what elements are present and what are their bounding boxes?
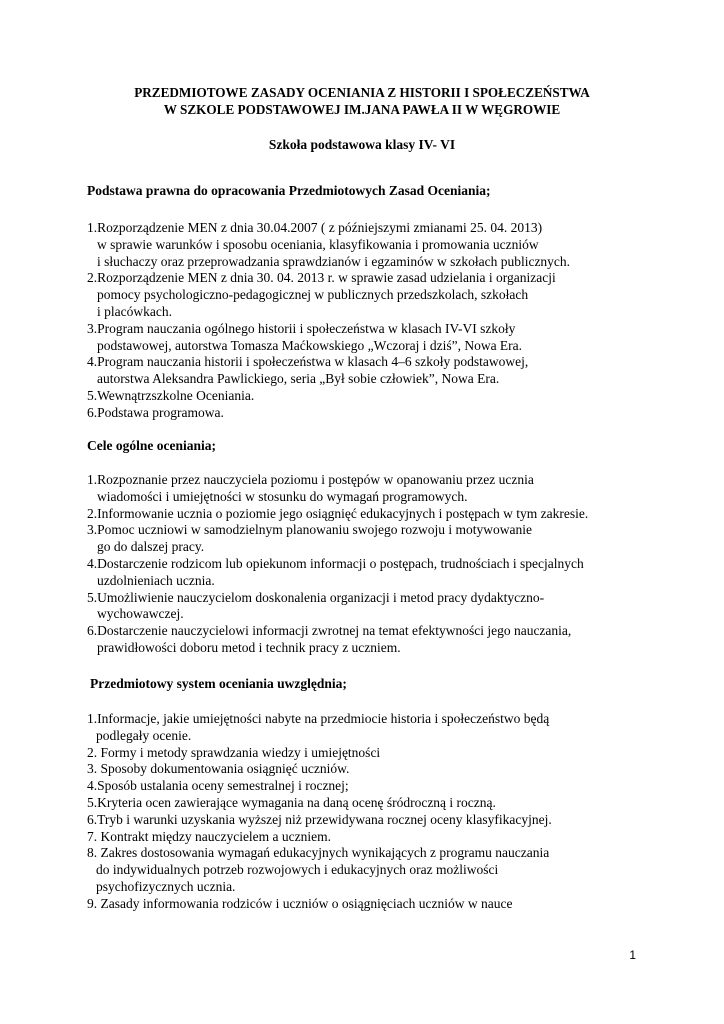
document-subtitle: Szkoła podstawowa klasy IV- VI — [268, 137, 456, 152]
list-general-goals — [87, 472, 687, 657]
list-item-line: 9. Zasady informowania rodziców i uczniów o osiągnięciach uczniów w nauce — [87, 895, 513, 911]
list-item-line: 6.Dostarczenie nauczycielowi informacji zwrotnej na temat efektywności jego nauczania, — [87, 623, 572, 639]
list-item-line: 2.Informowanie ucznia o poziomie jego osiągnięć edukacyjnych i postępach w tym zakresie. — [87, 505, 589, 521]
list-item — [87, 321, 687, 355]
list-item — [87, 270, 687, 320]
list-item-line: uzdolnieniach ucznia. — [97, 572, 215, 588]
list-item — [87, 472, 687, 506]
list-item — [87, 590, 687, 624]
list-item-line: 1.Rozporządzenie MEN z dnia 30.04.2007 ( z późniejszymi zmianami 25. 04. 2013) — [87, 220, 543, 235]
list-item-line: 2.Rozporządzenie MEN z dnia 30. 04. 2013 r. w sprawie zasad udzielania i organizacji — [87, 270, 556, 286]
list-item — [87, 795, 687, 812]
list-item-line: 4.Program nauczania historii i społeczeństwa w klasach 4–6 szkoły podstawowej, — [87, 354, 529, 370]
list-item-line: 1.Rozpoznanie przez nauczyciela poziomu i postępów w opanowaniu przez ucznia — [87, 472, 534, 487]
heading-general-goals: Cele ogólne oceniania; — [87, 438, 216, 453]
list-item-line: 5.Kryteria ocen zawierające wymagania na daną ocenę śródroczną i roczną. — [87, 794, 496, 810]
list-item — [87, 778, 687, 795]
list-item-line: prawidłowości doboru metod i technik pracy z uczniem. — [97, 639, 401, 655]
title-line-1: PRZEDMIOTOWE ZASADY OCENIANIA Z HISTORII I SPOŁECZEŃSTWA — [134, 85, 590, 100]
list-item-line: 3.Program nauczania ogólnego historii i społeczeństwa w klasach IV-VI szkoły — [87, 320, 516, 336]
list-item-line: podlegały ocenie. — [96, 727, 192, 743]
list-item-line: w sprawie warunków i sposobu oceniania, klasyfikowania i promowania uczniów — [97, 236, 539, 252]
list-item-line: wychowawczej. — [97, 606, 184, 622]
list-item-line: 5.Wewnątrzszkolne Oceniania. — [87, 387, 255, 403]
list-item — [87, 812, 687, 829]
list-item — [87, 405, 687, 422]
list-item-line: wiadomości i umiejętności w stosunku do wymagań programowych. — [97, 488, 468, 504]
list-item-line: psychofizycznych ucznia. — [96, 878, 236, 894]
list-item-line: go do dalszej pracy. — [97, 539, 205, 555]
list-item-line: 4.Dostarczenie rodzicom lub opiekunom informacji o postępach, trudnościach i specjalnych — [87, 555, 584, 571]
list-item-line: 8. Zakres dostosowania wymagań edukacyjnych wynikających z programu nauczania — [87, 845, 550, 861]
list-item-line: 2. Formy i metody sprawdzania wiedzy i umiejętności — [87, 744, 381, 760]
document-title — [60, 84, 664, 118]
list-item — [87, 711, 687, 745]
list-item — [87, 556, 687, 590]
heading-grading-system: Przedmiotowy system oceniania uwzględnia; — [90, 676, 347, 691]
list-item-line: 3. Sposoby dokumentowania osiągnięć uczniów. — [87, 761, 350, 777]
list-item — [87, 829, 687, 846]
list-item-line: 7. Kontrakt między nauczycielem a uczniem. — [87, 828, 332, 844]
list-item-line: i słuchaczy oraz przeprowadzania sprawdzianów i egzaminów w szkołach publicznych. — [97, 253, 571, 269]
list-item — [87, 220, 687, 270]
list-item-line: podstawowej, autorstwa Tomasza Maćkowskiego „Wczoraj i dziś”, Nowa Era. — [97, 337, 523, 353]
list-grading-system — [87, 711, 687, 913]
list-item — [87, 623, 687, 657]
list-item-line: 6.Podstawa programowa. — [87, 404, 224, 420]
heading-legal-basis: Podstawa prawna do opracowania Przedmiotowych Zasad Oceniania; — [87, 183, 491, 198]
list-item-line: autorstwa Aleksandra Pawlickiego, seria „Był sobie człowiek”, Nowa Era. — [97, 371, 500, 387]
list-item-line: 6.Tryb i warunki uzyskania wyższej niż przewidywana rocznej oceny klasyfikacyjnej. — [87, 811, 552, 827]
list-item-line: pomocy psychologiczno-pedagogicznej w publicznych przedszkolach, szkołach — [97, 287, 529, 303]
list-item — [87, 845, 687, 895]
list-item — [87, 745, 687, 762]
list-item — [87, 388, 687, 405]
list-item-line: 5.Umożliwienie nauczycielom doskonalenia organizacji i metod pracy dydaktyczno- — [87, 589, 545, 605]
list-item-line: 1.Informacje, jakie umiejętności nabyte na przedmiocie historia i społeczeństwo będą — [87, 711, 550, 726]
title-line-2: W SZKOLE PODSTAWOWEJ IM.JANA PAWŁA II W WĘGROWIE — [163, 102, 561, 117]
list-item-line: do indywidualnych potrzeb rozwojowych i edukacyjnych oraz możliwości — [96, 862, 499, 878]
list-item — [87, 761, 687, 778]
list-item — [87, 354, 687, 388]
list-item — [87, 522, 687, 556]
list-item-line: 3.Pomoc uczniowi w samodzielnym planowaniu swojego rozwoju i motywowanie — [87, 522, 533, 538]
page-number: 1 — [629, 948, 636, 962]
list-item — [87, 896, 687, 913]
list-item-line: i placówkach. — [97, 303, 172, 319]
list-item — [87, 506, 687, 523]
list-legal-basis — [87, 220, 687, 422]
list-item-line: 4.Sposób ustalania oceny semestralnej i rocznej; — [87, 778, 349, 794]
